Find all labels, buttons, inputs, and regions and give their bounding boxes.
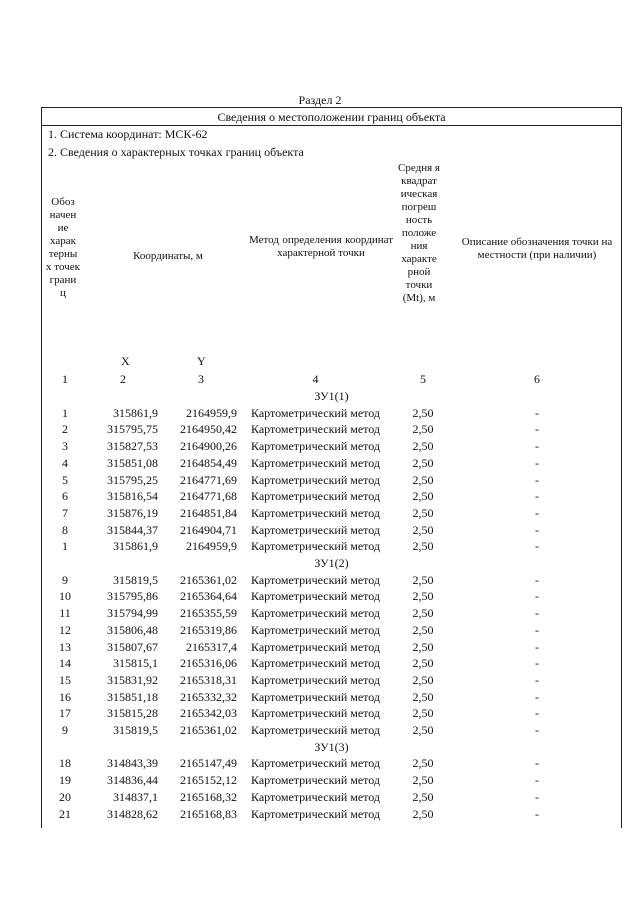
rms-cell: 2,50	[412, 539, 434, 554]
coord-x: 315807,67	[107, 639, 158, 654]
column-number: 5	[420, 372, 426, 386]
method-cell: Картометрический метод	[250, 756, 381, 771]
table-row	[42, 523, 621, 539]
rms-cell: 2,50	[412, 572, 434, 587]
rms-cell: 2,50	[412, 789, 434, 804]
table-row	[42, 756, 621, 772]
point-number: 17	[59, 706, 71, 721]
table-row	[42, 690, 621, 706]
coord-y: 2164771,69	[180, 472, 237, 487]
rms-cell: 2,50	[412, 723, 434, 737]
table-row	[42, 589, 621, 605]
header-rms: Средня я квадрат ическая погреш ность положе ния характе рной точки (Mt), м	[398, 162, 440, 304]
rms-cell: 2,50	[412, 489, 434, 504]
method-cell: Картометрический метод	[250, 656, 381, 671]
rms-cell: 2,50	[412, 422, 434, 437]
header-x: X	[121, 354, 130, 368]
points-info-line: 2. Сведения о характерных точках границ объекта	[48, 145, 304, 159]
coord-y: 2165317,4	[186, 639, 237, 654]
point-number: 4	[62, 455, 68, 470]
title-divider	[42, 125, 621, 126]
point-number: 3	[62, 439, 68, 454]
header-description: Описание обозначения точки на местности (при наличии)	[461, 236, 613, 261]
method-cell: Картометрический метод	[250, 505, 381, 520]
coord-y: 2165364,64	[180, 589, 237, 604]
point-number: 6	[62, 489, 68, 504]
method-cell: Картометрический метод	[250, 606, 381, 621]
coord-y: 2165332,32	[180, 689, 237, 704]
rms-cell: 2,50	[412, 472, 434, 487]
description-cell: -	[535, 489, 539, 504]
coord-y: 2165342,03	[180, 706, 237, 721]
description-cell: -	[535, 455, 539, 470]
coord-x: 315794,99	[107, 606, 158, 621]
coord-y: 2164771,68	[180, 489, 237, 504]
coord-y: 2165168,83	[180, 806, 237, 821]
point-number: 19	[59, 773, 71, 788]
description-cell: -	[535, 539, 539, 554]
header-coordinates: Координаты, м	[133, 250, 203, 262]
coord-y: 2165318,31	[180, 672, 237, 687]
coord-y: 2164854,49	[180, 455, 237, 470]
point-number: 13	[59, 639, 71, 654]
table-row	[42, 656, 621, 672]
rms-cell: 2,50	[412, 806, 434, 821]
coord-y: 2165147,49	[180, 756, 237, 771]
method-cell: Картометрический метод	[250, 706, 381, 721]
header-y: Y	[197, 354, 206, 368]
method-cell: Картометрический метод	[250, 773, 381, 788]
coord-x: 315816,54	[107, 489, 158, 504]
header-designation: Обоз начен ие харак терны х точек грани ц	[46, 196, 80, 299]
rms-cell: 2,50	[412, 773, 434, 788]
point-number: 2	[62, 422, 68, 437]
description-cell: -	[535, 622, 539, 637]
group-heading: ЗУ1(1)	[314, 389, 349, 403]
description-cell: -	[535, 672, 539, 687]
table-row	[42, 439, 621, 455]
coord-y: 2165152,12	[180, 773, 237, 788]
coord-y: 2164959,9	[186, 405, 237, 420]
column-number: 1	[62, 372, 68, 386]
point-number: 12	[59, 622, 71, 637]
method-cell: Картометрический метод	[250, 522, 381, 537]
coord-x: 315831,92	[107, 672, 158, 687]
table-frame	[41, 107, 622, 828]
rms-cell: 2,50	[412, 672, 434, 687]
method-cell: Картометрический метод	[250, 622, 381, 637]
point-number: 20	[59, 789, 71, 804]
description-cell: -	[535, 706, 539, 721]
rms-cell: 2,50	[412, 606, 434, 621]
method-cell: Картометрический метод	[250, 589, 381, 604]
description-cell: -	[535, 439, 539, 454]
rms-cell: 2,50	[412, 639, 434, 654]
description-cell: -	[535, 422, 539, 437]
coord-y: 2165319,86	[180, 622, 237, 637]
point-number: 16	[59, 689, 71, 704]
table-row	[42, 573, 621, 589]
rms-cell: 2,50	[412, 439, 434, 454]
description-cell: -	[535, 656, 539, 671]
table-row	[42, 406, 621, 422]
table-title: Сведения о местоположении границ объекта	[217, 110, 446, 124]
point-number: 10	[59, 589, 71, 604]
table-row	[42, 539, 621, 555]
point-number: 21	[59, 806, 71, 821]
rms-cell: 2,50	[412, 455, 434, 470]
coord-x: 315795,75	[107, 422, 158, 437]
coord-x: 314837,1	[113, 789, 158, 804]
point-number: 18	[59, 756, 71, 771]
method-cell: Картометрический метод	[250, 789, 381, 804]
coord-y: 2165355,59	[180, 606, 237, 621]
column-number: 3	[198, 372, 204, 386]
rms-cell: 2,50	[412, 522, 434, 537]
point-number: 8	[62, 522, 68, 537]
description-cell: -	[535, 572, 539, 587]
coord-x: 315844,37	[107, 522, 158, 537]
point-number: 9	[62, 572, 68, 587]
coord-x: 315795,25	[107, 472, 158, 487]
point-number: 11	[59, 606, 71, 621]
coord-y: 2164900,26	[180, 439, 237, 454]
table-row	[42, 489, 621, 505]
table-row	[42, 673, 621, 689]
method-cell: Картометрический метод	[250, 489, 381, 504]
description-cell: -	[535, 606, 539, 621]
coord-x: 314828,62	[107, 806, 158, 821]
coord-y: 2164904,71	[180, 522, 237, 537]
coord-x: 315819,5	[113, 572, 158, 587]
description-cell: -	[535, 756, 539, 771]
coord-x: 315815,1	[113, 656, 158, 671]
coord-x: 314843,39	[107, 756, 158, 771]
table-row	[42, 506, 621, 522]
section-title: Раздел 2	[298, 93, 342, 107]
group-heading: ЗУ1(3)	[314, 739, 349, 754]
table-row	[42, 790, 621, 806]
table-row	[42, 640, 621, 656]
coord-x: 315851,08	[107, 455, 158, 470]
table-row	[42, 473, 621, 489]
method-cell: Картометрический метод	[250, 639, 381, 654]
description-cell: -	[535, 806, 539, 821]
coord-system-line: 1. Система координат: МСК-62	[48, 127, 208, 141]
coord-y: 2165316,06	[180, 656, 237, 671]
method-cell: Картометрический метод	[250, 572, 381, 587]
method-cell: Картометрический метод	[250, 405, 381, 420]
coord-x: 315815,28	[107, 706, 158, 721]
table-row	[42, 773, 621, 789]
column-number: 6	[534, 372, 540, 386]
coord-y: 2164851,84	[180, 505, 237, 520]
coord-y: 2164959,9	[186, 539, 237, 554]
method-cell: Картометрический метод	[250, 422, 381, 437]
description-cell: -	[535, 505, 539, 520]
method-cell: Картометрический метод	[250, 539, 381, 554]
column-number: 4	[312, 372, 319, 386]
table-row	[42, 706, 621, 722]
table-row	[42, 422, 621, 438]
point-number: 1	[62, 539, 68, 554]
description-cell: -	[535, 639, 539, 654]
point-number: 5	[62, 472, 68, 487]
column-numbers-row	[42, 372, 621, 386]
rms-cell: 2,50	[412, 689, 434, 704]
coord-x: 315795,86	[107, 589, 158, 604]
method-cell: Картометрический метод	[250, 439, 381, 454]
rms-cell: 2,50	[412, 405, 434, 420]
rms-cell: 2,50	[412, 622, 434, 637]
method-cell: Картометрический метод	[250, 672, 381, 687]
description-cell: -	[535, 405, 539, 420]
coord-x: 315806,48	[107, 622, 158, 637]
coord-y: 2164950,42	[180, 422, 237, 437]
coord-y: 2165361,02	[180, 572, 237, 587]
description-cell: -	[535, 689, 539, 704]
point-number: 15	[59, 672, 71, 687]
description-cell: -	[535, 773, 539, 788]
method-cell: Картометрический метод	[250, 689, 381, 704]
coord-x: 315827,53	[107, 439, 158, 454]
table-row	[42, 623, 621, 639]
column-number: 2	[120, 372, 126, 386]
table-row	[42, 456, 621, 472]
coord-x: 314836,44	[107, 773, 158, 788]
point-number: 9	[62, 723, 68, 737]
table-row	[42, 723, 621, 739]
description-cell: -	[535, 723, 539, 737]
rms-cell: 2,50	[412, 706, 434, 721]
description-cell: -	[535, 472, 539, 487]
coord-x: 315861,9	[113, 539, 158, 554]
coord-y: 2165168,32	[180, 789, 237, 804]
group-heading: ЗУ1(2)	[314, 556, 349, 570]
method-cell: Картометрический метод	[250, 723, 381, 737]
method-cell: Картометрический метод	[250, 806, 381, 821]
method-cell: Картометрический метод	[250, 472, 381, 487]
rms-cell: 2,50	[412, 756, 434, 771]
coord-x: 315876,19	[107, 505, 158, 520]
description-cell: -	[535, 522, 539, 537]
method-cell: Картометрический метод	[250, 455, 381, 470]
table-row	[42, 606, 621, 622]
rms-cell: 2,50	[412, 589, 434, 604]
coord-y: 2165361,02	[180, 723, 237, 737]
coord-x: 315819,5	[113, 723, 158, 737]
rms-cell: 2,50	[412, 656, 434, 671]
point-number: 14	[59, 656, 71, 671]
point-number: 7	[62, 505, 68, 520]
point-number: 1	[62, 405, 68, 420]
coord-x: 315851,18	[107, 689, 158, 704]
description-cell: -	[535, 789, 539, 804]
table-row	[42, 807, 621, 823]
rms-cell: 2,50	[412, 505, 434, 520]
description-cell: -	[535, 589, 539, 604]
header-method: Метод определения координат характерной точки	[249, 234, 393, 259]
coord-x: 315861,9	[113, 405, 158, 420]
